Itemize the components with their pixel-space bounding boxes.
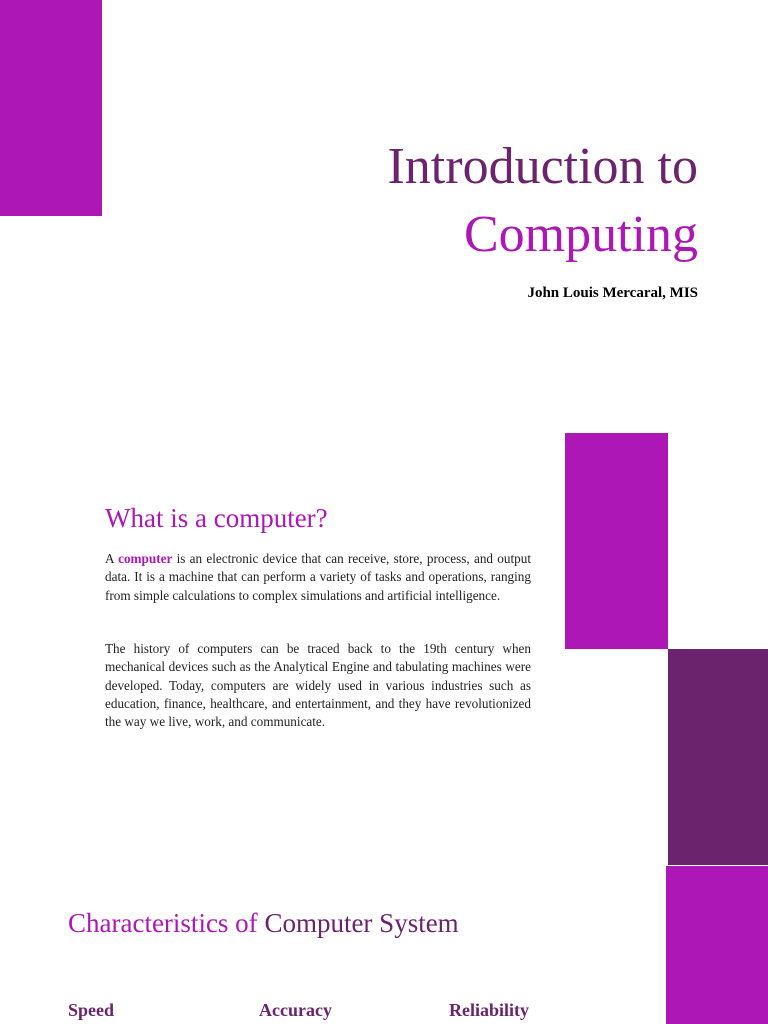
decorative-block-right-1 <box>565 433 668 649</box>
paragraph-lead: A <box>105 551 119 566</box>
decorative-block-top-left <box>0 0 102 216</box>
characteristic-speed: Speed <box>68 1000 115 1020</box>
author-name: John Louis Mercaral, MIS <box>527 285 698 301</box>
section-heading: What is a computer? <box>105 503 328 533</box>
characteristics-heading <box>68 908 459 939</box>
decorative-block-right-3 <box>666 866 768 1024</box>
highlight-term: computer <box>118 551 173 566</box>
characteristics-heading-part2: Computer System <box>264 908 459 938</box>
decorative-block-right-2 <box>668 649 768 865</box>
title-line-2: Computing <box>463 206 698 263</box>
paragraph-history: The history of computers can be traced back to the 19th century when mechanical devices such as the Analytical Engine and tabulating machines were developed. Today, computers are widely used in various industries such as education, finance, healthcare, and entertainment, and they have revolutionized the way we live, work, and communicate. <box>105 641 531 730</box>
characteristic-accuracy: Accuracy <box>259 1000 332 1020</box>
title-line-1: Introduction to <box>387 138 698 195</box>
paragraph-rest: is an electronic device that can receive, store, process, and output data. It is a machine that can perform a variety of tasks and operations, ranging from simple calculations to complex simulations and artificial intelligence. <box>105 551 532 603</box>
paragraph-definition <box>105 550 531 605</box>
characteristics-heading-part1: Characteristics of <box>68 908 265 938</box>
characteristic-reliability: Reliability <box>449 1000 529 1020</box>
